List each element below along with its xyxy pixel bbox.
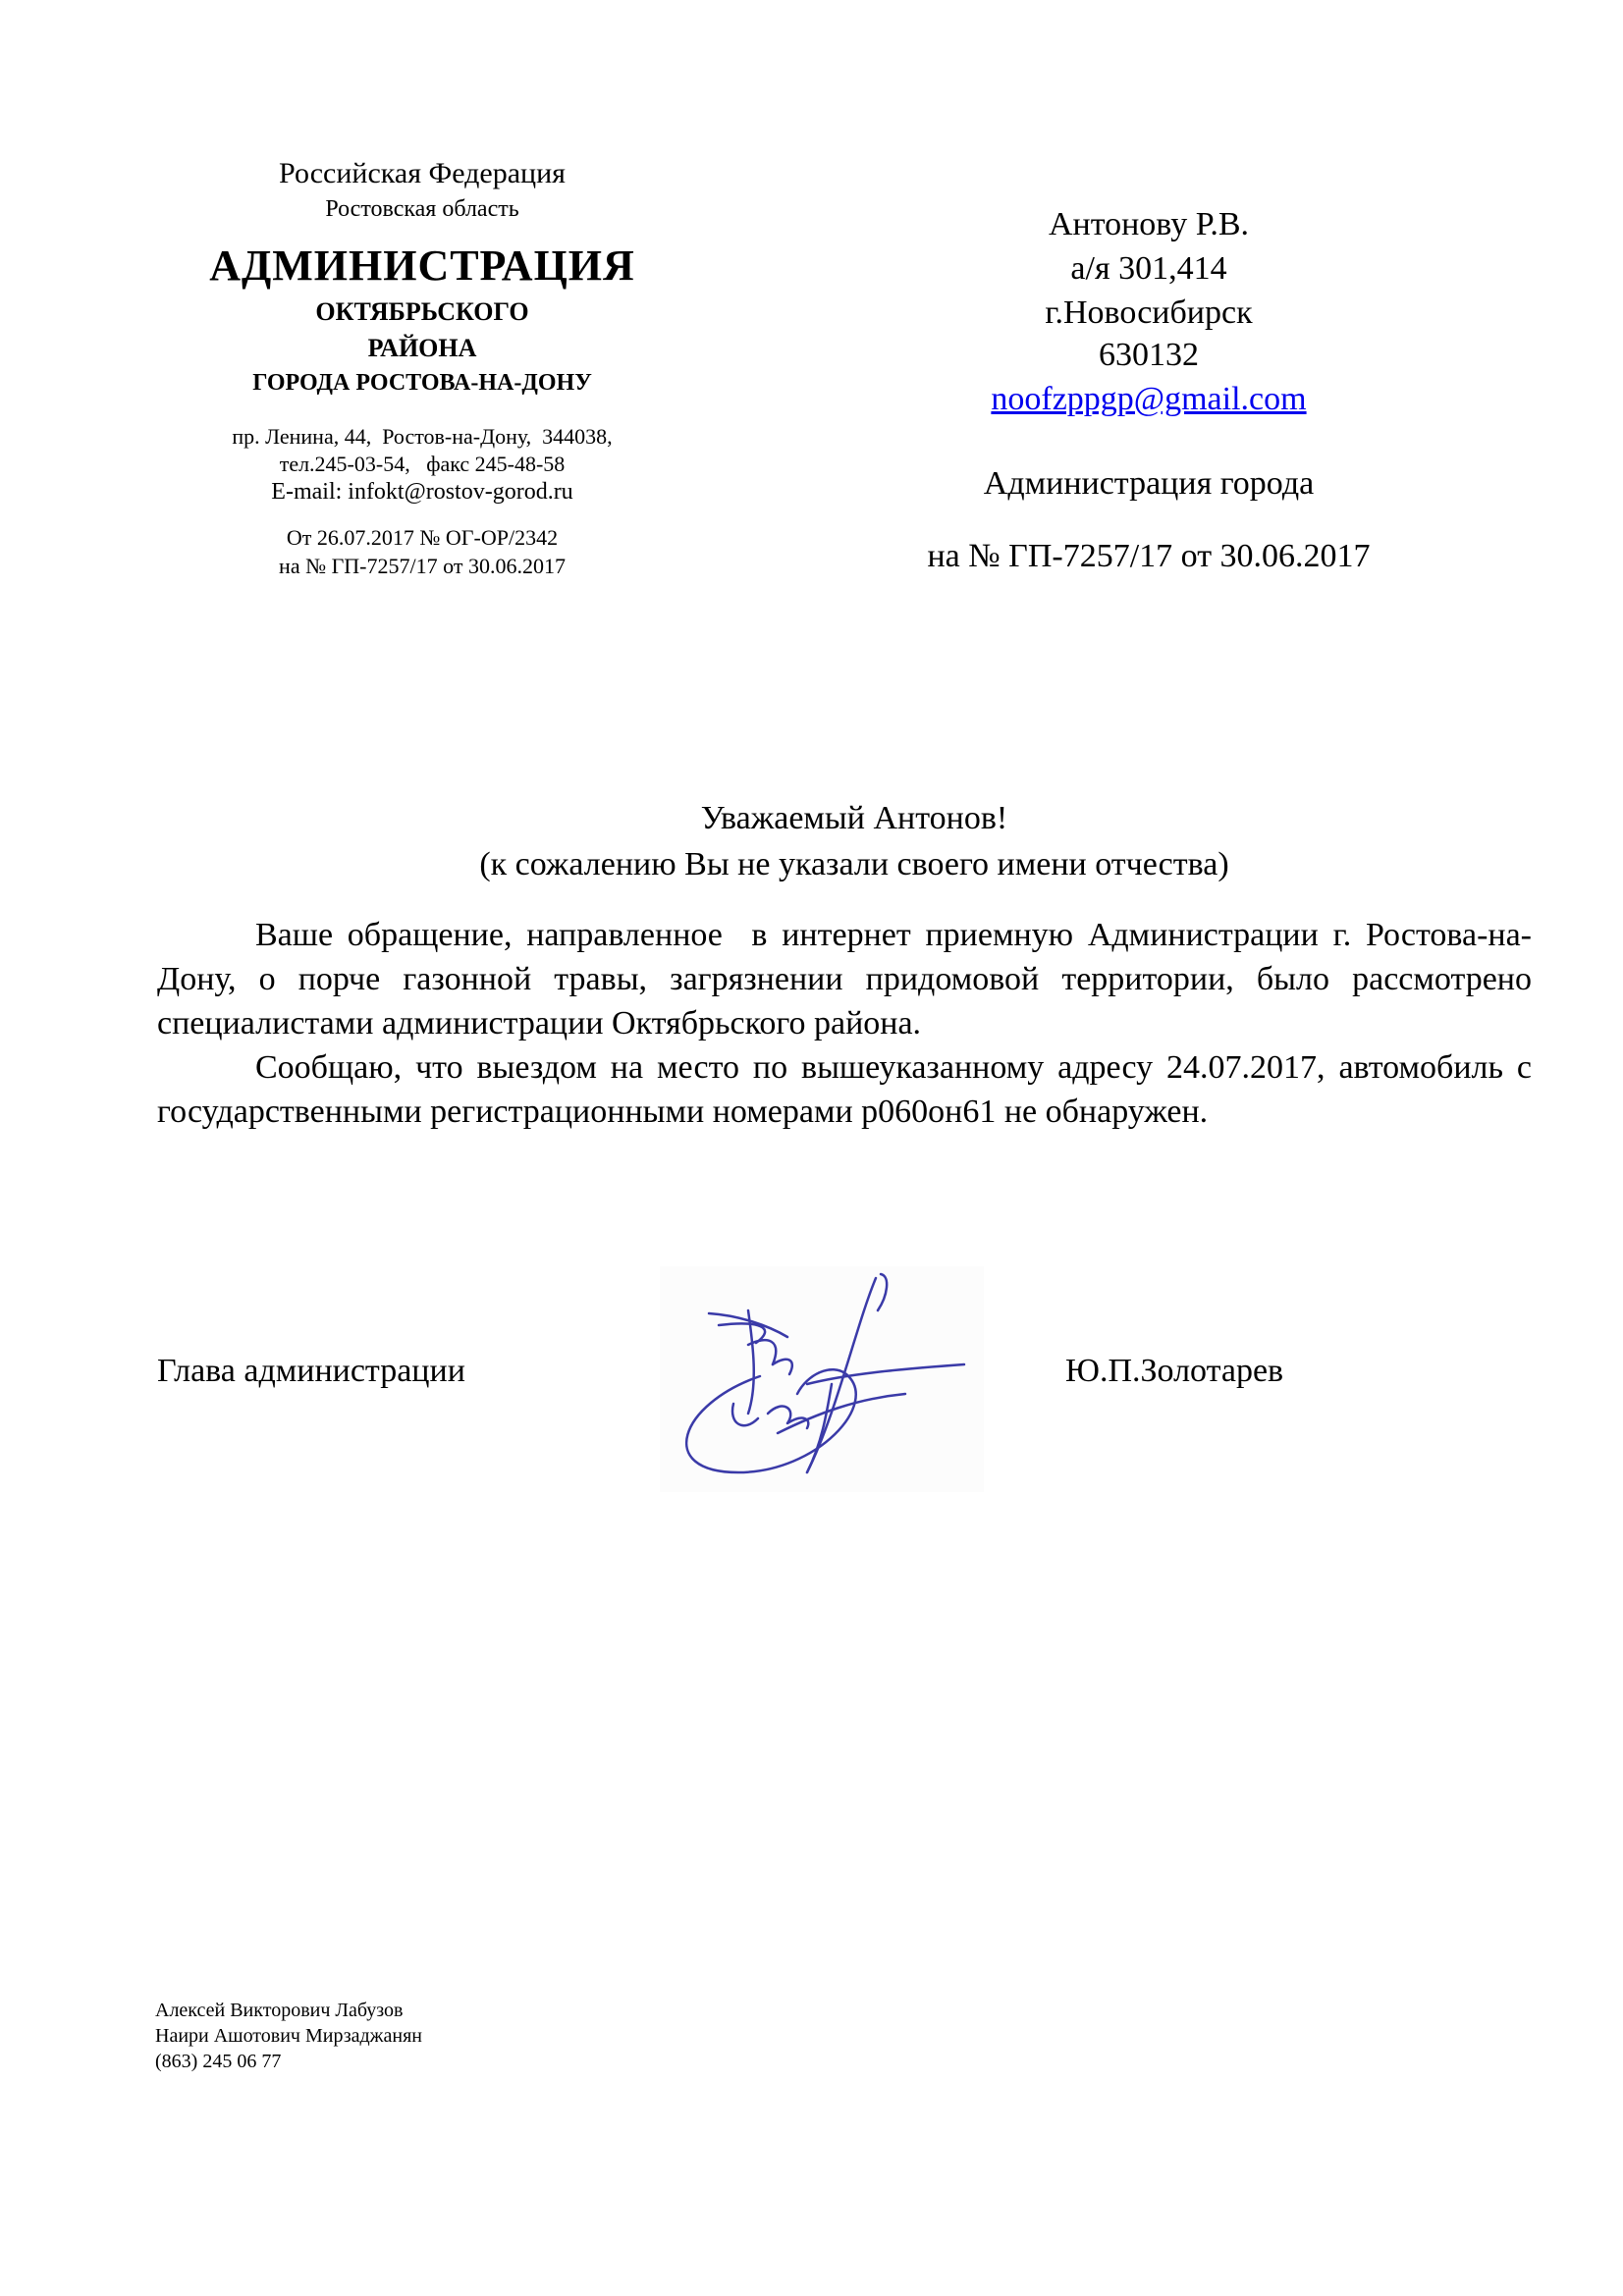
recipient-reference: на № ГП-7257/17 от 30.06.2017: [927, 538, 1371, 574]
letterhead-reference: на № ГП-7257/17 от 30.06.2017: [279, 554, 566, 578]
recipient-name: Антонову Р.В.: [1048, 206, 1250, 242]
letterhead-address: пр. Ленина, 44, Ростов-на-Дону, 344038,: [232, 424, 613, 449]
letterhead-country: Российская Федерация: [279, 157, 566, 189]
greeting: Уважаемый Антонов!: [700, 800, 1008, 836]
body-paragraph-1: Ваше обращение, направленное в интернет приемную Администрации г. Ростова-на-Дону, о порче газонной травы, загрязнении придомовой территории, было рассмотрено специалистами администрации Октябрьского района.: [157, 917, 1541, 1041]
letterhead-district-line2: РАЙОНА: [367, 334, 477, 362]
outgoing-number: От 26.07.2017 № ОГ-ОР/2342: [286, 525, 559, 550]
recipient-po-box: а/я 301,414: [1070, 250, 1227, 287]
body-paragraph-2: Сообщаю, что выездом на место по вышеуказанному адресу 24.07.2017, автомобиль с государственными регистрационными номерами р060он61 не обнаружен.: [157, 1049, 1532, 1130]
executor-1: Алексей Викторович Лабузов: [155, 2000, 404, 2021]
signature-strokes: [660, 1266, 984, 1492]
recipient-city: г.Новосибирск: [1045, 294, 1253, 331]
signatory-name: Ю.П.Золотарев: [1065, 1353, 1284, 1389]
handwritten-signature: [660, 1266, 984, 1492]
recipient-zip: 630132: [1099, 337, 1199, 373]
letterhead-org-title: АДМИНИСТРАЦИЯ: [209, 241, 635, 290]
letterhead-phones: тел.245-03-54, факс 245-48-58: [279, 452, 566, 476]
executor-phone: (863) 245 06 77: [155, 2051, 282, 2072]
signature-role: Глава администрации: [157, 1353, 465, 1389]
letterhead-district-line1: ОКТЯБРЬСКОГО: [315, 297, 529, 326]
letterhead-region: Ростовская область: [325, 196, 519, 222]
greeting-note: (к сожалению Вы не указали своего имени отчества): [479, 846, 1229, 882]
recipient-email-link[interactable]: noofzppgp@gmail.com: [991, 381, 1307, 417]
letterhead-city: ГОРОДА РОСТОВА-НА-ДОНУ: [252, 370, 592, 396]
executor-2: Наири Ашотович Мирзаджанян: [155, 2025, 422, 2047]
copy-to: Администрация города: [983, 465, 1315, 502]
letterhead-email: E-mail: infokt@rostov-gorod.ru: [271, 479, 573, 505]
